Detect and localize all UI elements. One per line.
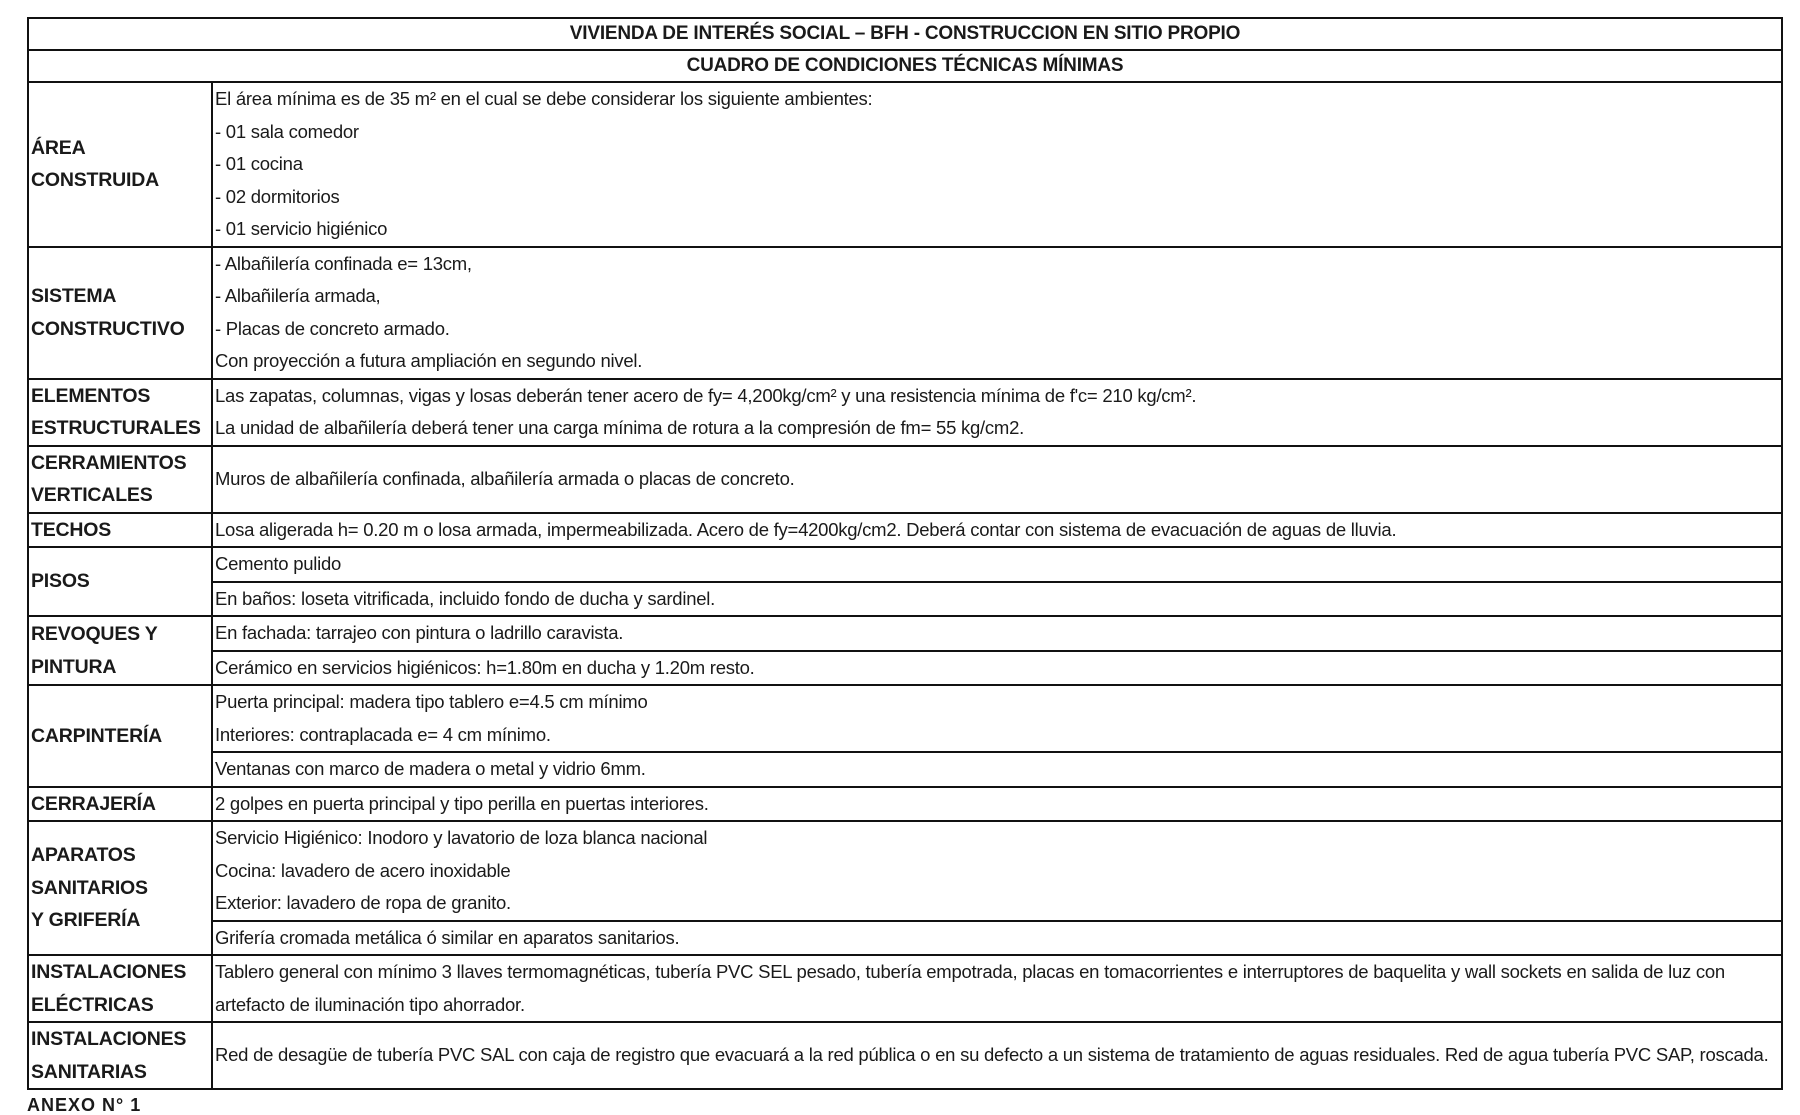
category-label: CERRAMIENTOS: [31, 451, 187, 474]
table-row-aparatos-sanitarios: [28, 821, 1782, 921]
category-cell: [28, 547, 212, 616]
description-text: Tablero general con mínimo 3 llaves termomagnéticas, tubería PVC SEL pesado, tubería empotrada, placas en tomacorrientes e interruptores de baquelita y wall sockets en salida de luz con artefacto de iluminación tipo ahorrador.: [215, 961, 1725, 1015]
category-cell: [28, 379, 212, 446]
table-title: VIVIENDA DE INTERÉS SOCIAL – BFH - CONSTRUCCION EN SITIO PROPIO: [28, 18, 1782, 50]
category-label: CARPINTERÍA: [31, 724, 163, 747]
description-text: Red de desagüe de tubería PVC SAL con caja de registro que evacuará a la red pública o en su defecto a un sistema de tratamiento de aguas residuales. Red de agua tubería PVC SAP, roscada.: [215, 1044, 1769, 1066]
description-line: Cocina: lavadero de acero inoxidable: [215, 859, 511, 881]
category-label: TECHOS: [31, 518, 112, 541]
description-cell: [212, 752, 1782, 787]
description-cell: [212, 685, 1782, 752]
category-label: PINTURA: [31, 655, 117, 678]
description-line: Ventanas con marco de madera o metal y vidrio 6mm.: [215, 758, 646, 779]
table-subtitle: CUADRO DE CONDICIONES TÉCNICAS MÍNIMAS: [28, 50, 1782, 82]
description-line: - Albañilería confinada e= 13cm,: [215, 252, 472, 274]
category-label: INSTALACIONES: [31, 961, 187, 983]
category-label: CONSTRUCTIVO: [31, 317, 185, 340]
description-line: Losa aligerada h= 0.20 m o losa armada, impermeabilizada. Acero de fy=4200kg/cm2. Deberá contar con sistema de evacuación de aguas de lluvia.: [215, 518, 1397, 540]
category-label: SISTEMA: [31, 285, 117, 307]
description-cell: [212, 513, 1782, 548]
category-label: ELEMENTOS: [31, 384, 151, 407]
description-line: - 01 servicio higiénico: [215, 218, 388, 239]
description-line: Cerámico en servicios higiénicos: h=1.80m en ducha y 1.20m resto.: [215, 656, 755, 678]
category-cell: [28, 1022, 212, 1089]
description-line: En fachada: tarrajeo con pintura o ladrillo caravista.: [215, 622, 624, 643]
description-cell: [212, 651, 1782, 686]
category-label: INSTALACIONES: [31, 1028, 187, 1050]
category-cell: [28, 513, 212, 548]
category-label: APARATOS: [31, 844, 136, 867]
description-line: - 01 cocina: [215, 153, 303, 174]
description-cell: [212, 921, 1782, 956]
category-label: ELÉCTRICAS: [31, 993, 154, 1016]
table-row-cerramientos-verticales: [28, 446, 1782, 513]
category-cell: [28, 616, 212, 685]
table-row-cerrajeria: [28, 787, 1782, 822]
description-line: Grifería cromada metálica ó similar en aparatos sanitarios.: [215, 926, 680, 948]
table-row-instalaciones-sanitarias: [28, 1022, 1782, 1089]
annex-label: ANEXO N° 1: [27, 1095, 142, 1115]
description-line: Cemento pulido: [215, 553, 342, 574]
category-label: ÁREA: [31, 136, 86, 159]
table-row-instalaciones-electricas: [28, 955, 1782, 1022]
description-line: Muros de albañilería confinada, albañilería armada o placas de concreto.: [215, 467, 795, 489]
category-cell: [28, 821, 212, 955]
description-cell: [212, 616, 1782, 651]
description-cell: [212, 547, 1782, 582]
description-cell: [212, 82, 1782, 247]
category-label: CONSTRUIDA: [31, 169, 159, 192]
description-line: En baños: loseta vitrificada, incluido fondo de ducha y sardinel.: [215, 587, 716, 609]
description-line: - 02 dormitorios: [215, 185, 340, 207]
category-cell: [28, 787, 212, 822]
title-row: [28, 18, 1782, 50]
description-line: - Placas de concreto armado.: [215, 317, 450, 339]
technical-conditions-sheet: [27, 17, 1781, 1090]
category-label: REVOQUES Y: [31, 623, 158, 645]
description-line: Exterior: lavadero de ropa de granito.: [215, 892, 511, 913]
description-cell: [212, 582, 1782, 617]
description-cell: [212, 247, 1782, 379]
table-row-pisos: [28, 547, 1782, 582]
category-cell: [28, 685, 212, 787]
category-label: Y GRIFERÍA: [31, 909, 141, 932]
table-row-elementos-estructurales: [28, 379, 1782, 446]
description-line: - 01 sala comedor: [215, 120, 359, 142]
description-cell: [212, 1022, 1782, 1089]
category-cell: [28, 247, 212, 379]
table-row-revoques-pintura: [28, 616, 1782, 651]
category-label: VERTICALES: [31, 484, 153, 506]
table-row-revoques-continued: [28, 651, 1782, 686]
description-line: La unidad de albañilería deberá tener una carga mínima de rotura a la compresión de fm= 55 kg/cm2.: [215, 417, 1025, 438]
description-line: Puerta principal: madera tipo tablero e=4.5 cm mínimo: [215, 691, 648, 712]
technical-conditions-table: [27, 17, 1783, 1090]
table-row-sistema-constructivo: [28, 247, 1782, 379]
table-row-carpinteria-continued: [28, 752, 1782, 787]
category-cell: [28, 82, 212, 247]
description-line: 2 golpes en puerta principal y tipo perilla en puertas interiores.: [215, 792, 709, 814]
category-label: PISOS: [31, 570, 90, 593]
table-row-aparatos-continued: [28, 921, 1782, 956]
description-line: Las zapatas, columnas, vigas y losas deberán tener acero de fy= 4,200kg/cm² y una resistencia mínima de f'c= 210 kg/cm².: [215, 384, 1197, 406]
description-cell: [212, 379, 1782, 446]
category-label: CERRAJERÍA: [31, 792, 156, 815]
category-label: SANITARIAS: [31, 1060, 147, 1083]
subtitle-row: [28, 50, 1782, 82]
description-cell: [212, 787, 1782, 822]
table-row-pisos-continued: [28, 582, 1782, 617]
description-cell: [212, 955, 1782, 1022]
description-cell: [212, 446, 1782, 513]
description-line: Servicio Higiénico: Inodoro y lavatorio de loza blanca nacional: [215, 827, 708, 848]
category-cell: [28, 446, 212, 513]
description-line: - Albañilería armada,: [215, 285, 381, 306]
table-row-carpinteria: [28, 685, 1782, 752]
category-label: ESTRUCTURALES: [31, 417, 201, 439]
category-label: SANITARIOS: [31, 876, 148, 899]
description-line: Interiores: contraplacada e= 4 cm mínimo.: [215, 723, 551, 745]
table-row-techos: [28, 513, 1782, 548]
table-row-area-construida: [28, 82, 1782, 247]
category-cell: [28, 955, 212, 1022]
description-cell: [212, 821, 1782, 921]
description-line: El área mínima es de 35 m² en el cual se debe considerar los siguiente ambientes:: [215, 88, 873, 109]
description-line: Con proyección a futura ampliación en segundo nivel.: [215, 350, 643, 371]
